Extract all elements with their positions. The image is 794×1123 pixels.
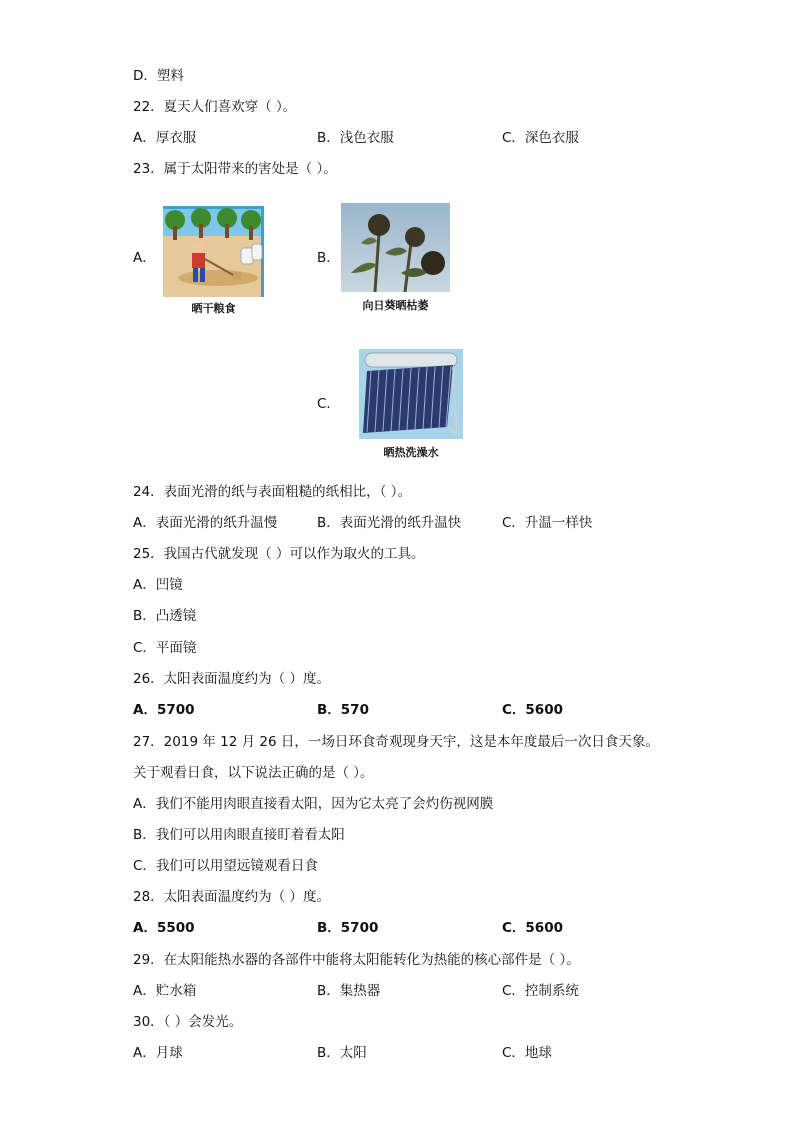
q28-option-c: C．5600: [502, 920, 563, 936]
q25-option-b: B．凸透镜: [133, 608, 197, 624]
q23-option-a-label: A．: [133, 250, 156, 266]
q26-option-a: A．5700: [133, 702, 195, 718]
q23-option-b-caption: 向日葵晒枯萎: [362, 299, 429, 312]
farmer-drying-grain-illustration: [163, 206, 264, 297]
q22-option-b: B．浅色衣服: [317, 130, 394, 146]
q23-option-a-image: [163, 206, 264, 297]
q23-option-a-caption: 晒干粮食: [191, 302, 236, 315]
q26-option-c: C．5600: [502, 702, 563, 718]
q30-option-a: A．月球: [133, 1045, 183, 1061]
q23-option-c-caption: 晒热洗澡水: [383, 446, 439, 459]
q23-option-c-image: [359, 349, 463, 439]
q29-option-c: C．控制系统: [502, 983, 579, 999]
q30-option-b: B．太阳: [317, 1045, 367, 1061]
q22-stem: 22．夏天人们喜欢穿（ ）。: [133, 99, 297, 115]
q27-stem-line2: 关于观看日食，以下说法正确的是（ ）。: [133, 765, 374, 781]
q25-stem: 25．我国古代就发现（ ）可以作为取火的工具。: [133, 546, 425, 562]
q24-option-a: A．表面光滑的纸升温慢: [133, 515, 278, 531]
q28-option-a: A．5500: [133, 920, 195, 936]
q23-option-b-label: B．: [317, 250, 340, 266]
q21-option-d: D．塑料: [133, 68, 184, 84]
q24-option-c: C．升温一样快: [502, 515, 593, 531]
q22-option-a: A．厚衣服: [133, 130, 197, 146]
q29-stem: 29．在太阳能热水器的各部件中能将太阳能转化为热能的核心部件是（ ）。: [133, 952, 580, 968]
withered-sunflower-photo: [341, 203, 450, 292]
q24-stem: 24．表面光滑的纸与表面粗糙的纸相比，（ ）。: [133, 484, 411, 500]
q27-option-a: A．我们不能用肉眼直接看太阳，因为它太亮了会灼伤视网膜: [133, 796, 494, 812]
q28-option-b: B．5700: [317, 920, 379, 936]
q29-option-b: B．集热器: [317, 983, 381, 999]
q24-option-b: B．表面光滑的纸升温快: [317, 515, 462, 531]
q23-option-b-image: [341, 203, 450, 292]
q27-option-c: C．我们可以用望远镜观看日食: [133, 858, 318, 874]
q27-stem-line1: 27．2019 年 12 月 26 日，一场日环食奇观现身天宇，这是本年度最后一次日食天象。: [133, 734, 659, 750]
q29-option-a: A．贮水箱: [133, 983, 197, 999]
q23-option-c-label: C．: [317, 396, 340, 412]
q30-option-c: C．地球: [502, 1045, 552, 1061]
q30-stem: 30．（ ）会发光。: [133, 1014, 243, 1030]
q25-option-c: C．平面镜: [133, 640, 197, 656]
q22-option-c: C．深色衣服: [502, 130, 579, 146]
q26-stem: 26．太阳表面温度约为（ ）度。: [133, 671, 330, 687]
q28-stem: 28．太阳表面温度约为（ ）度。: [133, 889, 330, 905]
q26-option-b: B．570: [317, 702, 369, 718]
q25-option-a: A．凹镜: [133, 577, 183, 593]
q27-option-b: B．我们可以用肉眼直接盯着看太阳: [133, 827, 345, 843]
solar-water-heater-photo: [359, 349, 463, 439]
q23-stem: 23．属于太阳带来的害处是（ ）。: [133, 161, 337, 177]
